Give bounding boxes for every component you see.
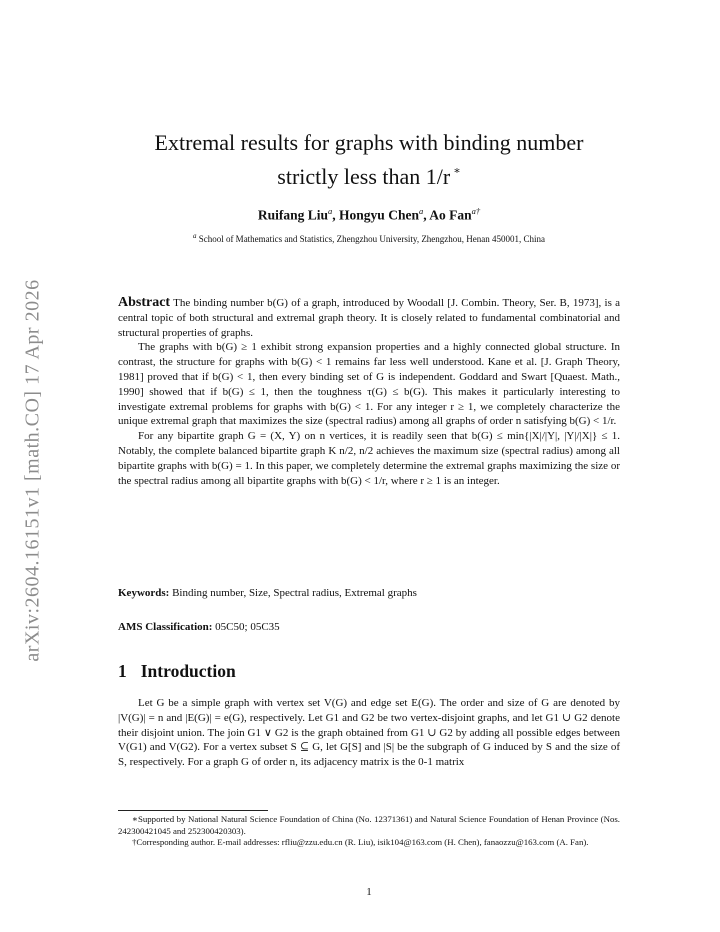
abstract-paragraph: The graphs with b(G) ≥ 1 exhibit strong expansion properties and a highly connected global structure. In contrast, the structure for graphs with b(G) < 1 remains far less well understood. Kane et al. [J. Graph Theory, 1981] proved that if b(G) < 1, then every binding set of G is independent. Goddard and Swart [Quaest. Math., 1990] showed that if b(G) ≤ 1, then the toughness τ(G) ≤ b(G). This makes it particularly interesting to investigate extremal problems for graphs with b(G) < 1. For any integer r ≥ 1, we completely characterize the unique extremal graph that maximizes the size (spectral radius) among all graphs of order n satisfying b(G) < 1/r. [118,341,620,428]
footnote-funding: ∗Supported by National Natural Science Foundation of China (No. 12371361) and Natural Science Foundation of Henan Province (Nos. 242300421045 and 252300420303). [118,814,620,836]
title-line-2: strictly less than 1/r ∗ [277,164,461,189]
author-name: Ao Fan [429,207,472,223]
body-paragraph: Let G be a simple graph with vertex set V(G) and edge set E(G). The order and size of G are denoted by |V(G)| = n and |E(G)| = e(G), respectively. Let G1 and G2 be two vertex-disjoint graphs, and let G1 ∪ G2 denote their disjoint union. The join G1 ∨ G2 is the graph obtained from G1 ∪ G2 by adding all possible edges between V(G1) and V(G2). For a vertex subset S ⊆ G, let G[S] and |S| be the subgraph of G induced by S and the size of S, respectively. For a graph G of order n, its adjacency matrix is the 0-1 matrix [118,697,620,769]
title-footnote-marker: ∗ [453,165,461,177]
keywords: Keywords: Binding number, Size, Spectral radius, Extremal graphs [118,587,417,599]
ams-label: AMS Classification: [118,621,213,633]
keywords-label: Keywords: [118,587,170,599]
affiliation: $^a$ School of Mathematics and Statistics, Zhengzhou University, Zhengzhou, Henan 450001, China [192,232,546,244]
abstract-paragraph: For any bipartite graph G = (X, Y) on n vertices, it is readily seen that b(G) ≤ min{|X|/|Y|, |Y|/|X|} ≤ 1. Notably, the complete balanced bipartite graph K n/2, n/2 achieves the maximum size (spectral radius) among all bipartite graphs with b(G) = 1. In this paper, we completely determine the extremal graphs maximizing the size or the spectral radius among all bipartite graphs with b(G) < 1/r, where r ≥ 1 is an integer. [118,430,620,487]
section-title: Introduction [140,661,236,681]
title-line-1: Extremal results for graphs with binding number [154,130,584,155]
footnote-corresponding: †Corresponding author. E-mail addresses: rfliu@zzu.edu.cn (R. Liu), isik104@163.com (H. Chen), fanaozzu@163.com (A. Fan). [132,837,589,848]
abstract-heading: Abstract [118,295,171,310]
page-number: 1 [366,886,372,898]
footnote-rule [118,810,268,811]
author-name: Ruifang Liu [257,207,329,223]
footnotes [118,814,620,849]
ams-classification: AMS Classification: 05C50; 05C35 [118,621,280,633]
abstract-paragraph: Abstract The binding number b(G) of a graph, introduced by Woodall [J. Combin. Theory, Ser. B, 1973], is a central topic of both structural and extremal graph theory. It is closely related to fundamental combinatorial and structural properties of graphs. [118,295,620,339]
introduction-text [118,696,620,770]
author-list: Ruifang Liu$^a$, Hongyu Chen$^a$, Ao Fan$^{a\dagger}$ [257,206,481,223]
section-heading [118,661,236,682]
abstract [118,296,620,488]
author-name: Hongyu Chen [339,207,419,223]
paper-title [118,128,620,191]
arxiv-identifier [18,245,48,695]
arxiv-identifier-text: arXiv:2604.16151v1 [math.CO] 17 Apr 2026 [21,278,44,662]
section-number: 1 [118,661,127,681]
